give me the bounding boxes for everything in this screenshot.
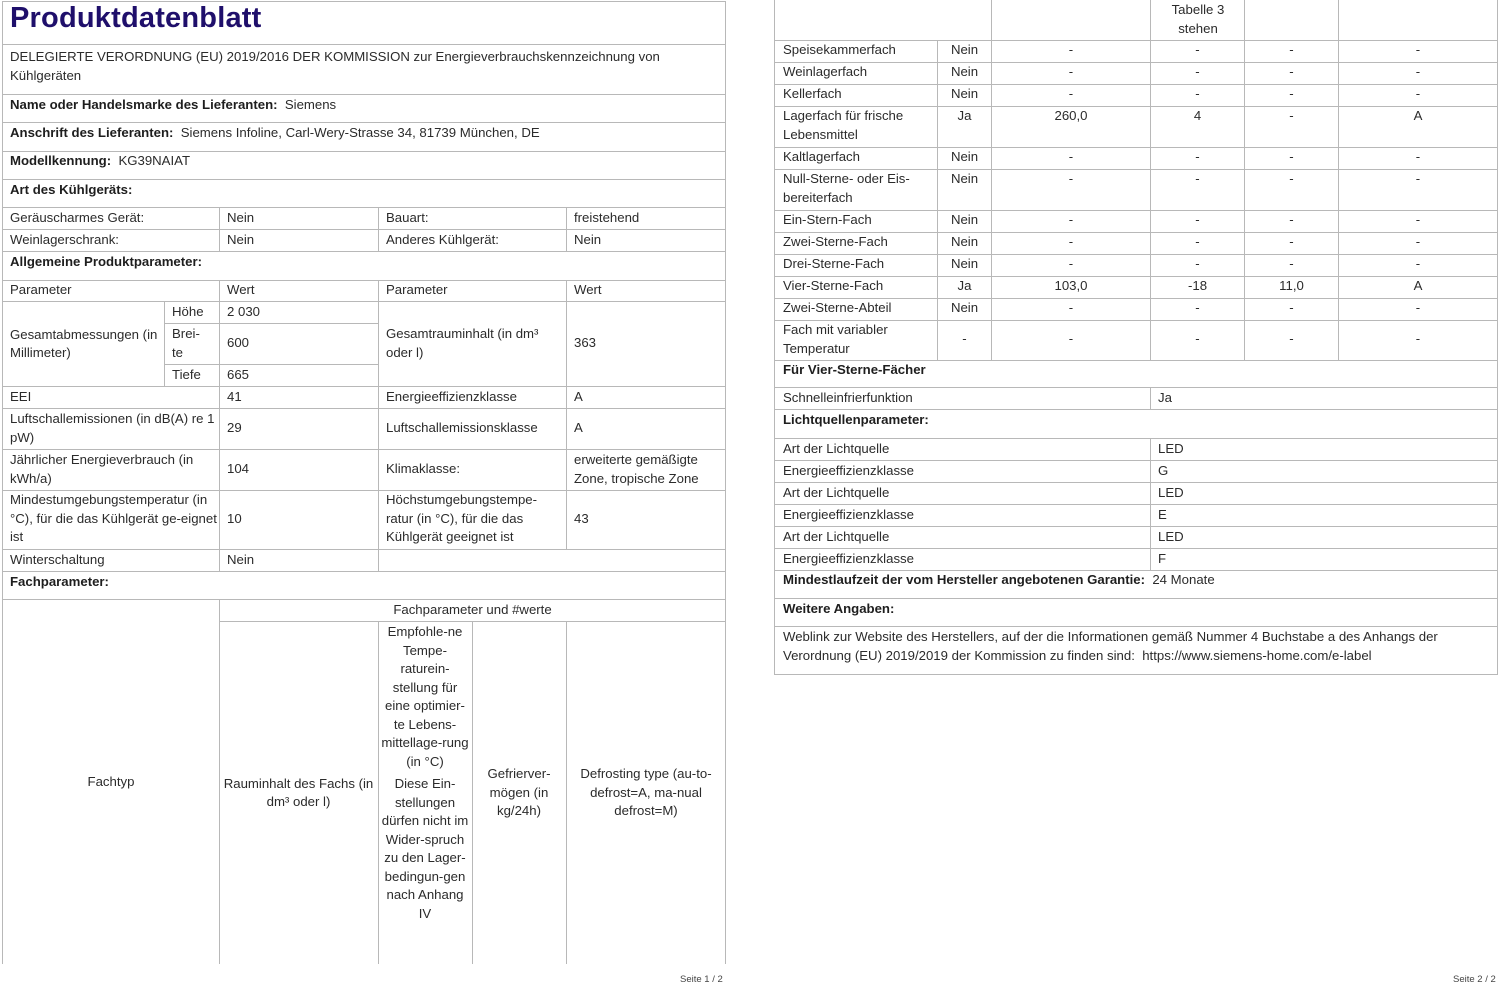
- row-divider: [774, 460, 1498, 461]
- device-type-label-2: Bauart:: [386, 210, 429, 225]
- device-type-value-3: Nein: [227, 232, 255, 247]
- compartment-type: Vier-Sterne-Fach: [783, 278, 884, 293]
- model-label: Modellkennung:: [10, 153, 112, 168]
- device-type-label-3: Weinlagerschrank:: [10, 232, 119, 247]
- compartment-volume: -: [1068, 234, 1074, 249]
- compartment-temp: -: [1195, 256, 1200, 271]
- height-value: 2 030: [227, 304, 261, 319]
- noise-class-label: Luftschallemissionsklasse: [386, 420, 538, 435]
- compartment-defrost: -: [1415, 212, 1421, 227]
- compartment-defrost: A: [1413, 278, 1423, 293]
- light-param-label: Art der Lichtquelle: [783, 529, 890, 544]
- compartment-present: Ja: [957, 278, 972, 293]
- max-temp-label: Höchstumgebungstempe-ratur (in °C), für die das Kühlgerät geeignet ist: [386, 492, 538, 544]
- compartment-temp: -: [1195, 300, 1200, 315]
- compartment-present: Nein: [950, 300, 979, 315]
- dimensions-label-text: Gesamtabmessungen (in Millimeter): [10, 326, 158, 360]
- energy-class-label: Energieeffizienzklasse: [386, 389, 517, 404]
- compartment-volume: -: [1068, 256, 1074, 271]
- compartment-temp: -: [1195, 86, 1200, 101]
- device-type-value-2: freistehend: [574, 210, 640, 225]
- compartment-type: Weinlagerfach: [783, 64, 868, 79]
- light-param-value: LED: [1158, 441, 1184, 456]
- page-2-footer: Seite 2 / 2: [1453, 974, 1496, 985]
- weblink-url[interactable]: https://www.siemens-home.com/e-label: [1142, 647, 1372, 663]
- compartment-present: Nein: [950, 64, 979, 79]
- compartment-defrost: A: [1413, 108, 1423, 123]
- light-param-label: Art der Lichtquelle: [783, 485, 890, 500]
- width-value: 600: [227, 335, 250, 350]
- compartment-volume: 103,0: [1054, 278, 1088, 293]
- light-param-label: Energieeffizienzklasse: [783, 507, 914, 522]
- compartment-volume: -: [1068, 331, 1074, 346]
- width-label-line-2: te: [172, 344, 183, 360]
- compartment-present: Nein: [950, 212, 979, 227]
- compartment-volume: -: [1068, 149, 1074, 164]
- weblink-line-2: Verordnung (EU) 2019/2019 der Kommission zu finden sind:: [783, 647, 1135, 663]
- total-volume-label-line-1: Gesamtrauminhalt (in dm³: [386, 326, 539, 341]
- compartment-freeze: -: [1289, 234, 1294, 249]
- compartment-freeze: -: [1289, 108, 1294, 123]
- temperature-header-text: Empfohle-ne Tempe-raturein-stellung für eine optimier-te Lebens-mittellage-rung (in °C): [381, 624, 469, 769]
- compartment-temp: 4: [1193, 108, 1202, 123]
- defrost-header-text: Defrosting type (au-to-defrost=A, ma-nual defrost=M): [580, 766, 712, 819]
- min-temp-label: Mindestumgebungstemperatur (in °C), für die das Kühlgerät ge-eignet ist: [10, 492, 217, 544]
- supplier-name-label: Name oder Handelsmarke des Lieferanten:: [10, 97, 278, 112]
- compartment-defrost: -: [1415, 331, 1421, 346]
- compartment-freeze: -: [1289, 331, 1294, 346]
- device-type-label-1: Geräuscharmes Gerät:: [10, 210, 145, 225]
- light-param-label: Art der Lichtquelle: [783, 441, 890, 456]
- compartment-volume: -: [1068, 42, 1074, 57]
- total-volume-label-line-2: oder l): [386, 344, 424, 360]
- compartment-defrost: -: [1415, 86, 1421, 101]
- energy-consumption-value: 104: [227, 461, 250, 476]
- page-1-footer: Seite 1 / 2: [680, 974, 723, 985]
- compartment-defrost: -: [1415, 149, 1421, 164]
- device-type-heading: Art des Kühlgeräts:: [10, 182, 133, 197]
- compartment-volume: -: [1068, 86, 1074, 101]
- quick-freeze-value: Ja: [1158, 390, 1172, 405]
- compartment-volume: -: [1068, 300, 1074, 315]
- general-header-value-2: Wert: [574, 282, 602, 297]
- noise-value: 29: [227, 420, 242, 435]
- compartment-freeze: -: [1289, 149, 1294, 164]
- compartment-heading: Fachparameter:: [10, 574, 109, 589]
- freeze-capacity-header-text: Gefrierver-mögen (in kg/24h): [487, 766, 551, 819]
- winter-switch-label: Winterschaltung: [10, 552, 105, 567]
- compartment-present: Nein: [950, 234, 979, 249]
- light-param-value: F: [1158, 551, 1167, 566]
- page-title: Produktdatenblatt: [10, 2, 262, 34]
- light-param-value: LED: [1158, 529, 1184, 544]
- winter-switch-value: Nein: [227, 552, 255, 567]
- compartment-type: Ein-Stern-Fach: [783, 212, 872, 227]
- compartment-temp: -: [1195, 171, 1200, 186]
- compartment-type: Speisekammerfach: [783, 42, 896, 57]
- device-type-value-4: Nein: [574, 232, 602, 247]
- row-divider: [774, 526, 1498, 527]
- width-label-line-1: Brei-: [172, 326, 200, 341]
- compartment-type-header-text: Fachtyp: [87, 773, 135, 789]
- warranty-label: Mindestlaufzeit der vom Hersteller angebotenen Garantie:: [783, 572, 1146, 587]
- compartment-temp: -: [1195, 212, 1200, 227]
- compartment-volume: 260,0: [1054, 108, 1088, 123]
- compartment-volume: -: [1068, 212, 1074, 227]
- compartment-defrost: -: [1415, 234, 1421, 249]
- compartment-volume: -: [1068, 171, 1074, 186]
- compartment-defrost: -: [1415, 256, 1421, 271]
- quick-freeze-label: Schnelleinfrierfunktion: [783, 390, 913, 405]
- regulation-line-2: Kühlgeräten: [10, 67, 82, 83]
- regulation-line-1: DELEGIERTE VERORDNUNG (EU) 2019/2016 DER KOMMISSION zur Energieverbrauchskennzeichnung von: [10, 49, 660, 64]
- compartment-freeze: 11,0: [1279, 278, 1304, 293]
- height-label: Höhe: [172, 304, 204, 319]
- general-heading: Allgemeine Produktparameter:: [10, 254, 203, 269]
- compartment-temp: -: [1195, 42, 1200, 57]
- device-type-value-1: Nein: [227, 210, 255, 225]
- compartment-defrost: -: [1415, 171, 1421, 186]
- further-info-heading: Weitere Angaben:: [783, 601, 895, 616]
- row-divider: [774, 504, 1498, 505]
- light-param-label: Energieeffizienzklasse: [783, 551, 914, 566]
- noise-class-value: A: [574, 420, 583, 435]
- energy-consumption-label: Jährlicher Energieverbrauch (in kWh/a): [10, 452, 194, 486]
- compartment-freeze: -: [1289, 256, 1294, 271]
- warranty-value: 24 Monate: [1152, 572, 1215, 587]
- compartment-temp: -: [1195, 331, 1200, 346]
- min-temp-value: 10: [227, 511, 242, 526]
- climate-class-value: erweiterte gemäßigte Zone, tropische Zone: [574, 452, 699, 486]
- compartment-defrost: -: [1415, 64, 1421, 79]
- compartment-temp: -: [1195, 149, 1200, 164]
- compartment-type: Null-Sterne- oder Eis-bereiterfach: [783, 171, 910, 205]
- compartment-type: Zwei-Sterne-Abteil: [783, 300, 892, 315]
- supplier-name-value: Siemens: [284, 97, 337, 112]
- compartment-temp: -18: [1187, 278, 1208, 293]
- general-header-param-2: Parameter: [386, 282, 448, 297]
- eei-label: EEI: [10, 389, 32, 404]
- total-volume-value: 363: [574, 335, 597, 350]
- compartment-present: Ja: [957, 108, 972, 123]
- general-header-param-1: Parameter: [10, 282, 72, 297]
- compartment-type: Kellerfach: [783, 86, 842, 101]
- compartment-volume: -: [1068, 64, 1074, 79]
- header-continuation: Tabelle 3 stehen: [1171, 2, 1225, 36]
- four-star-heading: Für Vier-Sterne-Fächer: [783, 362, 926, 377]
- compartment-type: Lagerfach für frische Lebensmittel: [783, 108, 904, 142]
- compartment-present: Nein: [950, 256, 979, 271]
- temperature-header-note: Diese Ein-stellungen dürfen nicht im Wider-spruch zu den Lager-bedingun-gen nach Anhang IV: [381, 776, 469, 921]
- compartment-freeze: -: [1289, 212, 1294, 227]
- compartment-temp: -: [1195, 234, 1200, 249]
- depth-value: 665: [227, 367, 250, 382]
- noise-label: Luftschallemissionen (in dB(A) re 1 pW): [10, 411, 215, 445]
- compartment-type: Kaltlagerfach: [783, 149, 860, 164]
- compartment-defrost: -: [1415, 42, 1421, 57]
- compartment-present: Nein: [950, 171, 979, 186]
- warranty-row: [783, 571, 1493, 590]
- light-param-value: E: [1158, 507, 1167, 522]
- general-header-value-1: Wert: [227, 282, 255, 297]
- compartment-freeze: -: [1289, 64, 1294, 79]
- light-param-value: G: [1158, 463, 1169, 478]
- compartment-freeze: -: [1289, 171, 1294, 186]
- eei-value: 41: [227, 389, 242, 404]
- compartment-freeze: -: [1289, 42, 1294, 57]
- device-type-label-4: Anderes Kühlgerät:: [386, 232, 499, 247]
- model-value: KG39NAIAT: [118, 153, 191, 168]
- weblink-text: [783, 628, 1495, 665]
- volume-header-text: Rauminhalt des Fachs (in dm³ oder l): [223, 775, 374, 809]
- light-heading: Lichtquellenparameter:: [783, 412, 929, 427]
- climate-class-label: Klimaklasse:: [386, 461, 461, 476]
- row-divider: [774, 482, 1498, 483]
- max-temp-value: 43: [574, 511, 589, 526]
- compartment-group-header: Fachparameter und #werte: [393, 602, 552, 617]
- energy-class-value: A: [574, 389, 583, 404]
- supplier-address-value: Siemens Infoline, Carl-Wery-Strasse 34, 81739 München, DE: [180, 125, 540, 140]
- weblink-line-1: Weblink zur Website des Herstellers, auf der die Informationen gemäß Nummer 4 Buchstabe a des Anhangs der: [783, 629, 1438, 644]
- light-param-label: Energieeffizienzklasse: [783, 463, 914, 478]
- compartment-type: Fach mit variabler Temperatur: [783, 322, 888, 356]
- compartment-freeze: -: [1289, 86, 1294, 101]
- compartment-present: Nein: [950, 149, 979, 164]
- compartment-defrost: -: [1415, 300, 1421, 315]
- compartment-type: Zwei-Sterne-Fach: [783, 234, 888, 249]
- compartment-type: Drei-Sterne-Fach: [783, 256, 885, 271]
- compartment-freeze: -: [1289, 300, 1294, 315]
- compartment-present: Nein: [950, 86, 979, 101]
- supplier-address-label: Anschrift des Lieferanten:: [10, 125, 174, 140]
- compartment-present: Nein: [950, 42, 979, 57]
- depth-label: Tiefe: [172, 367, 201, 382]
- compartment-present: -: [962, 331, 967, 346]
- light-param-value: LED: [1158, 485, 1184, 500]
- compartment-temp: -: [1195, 64, 1200, 79]
- row-divider: [774, 548, 1498, 549]
